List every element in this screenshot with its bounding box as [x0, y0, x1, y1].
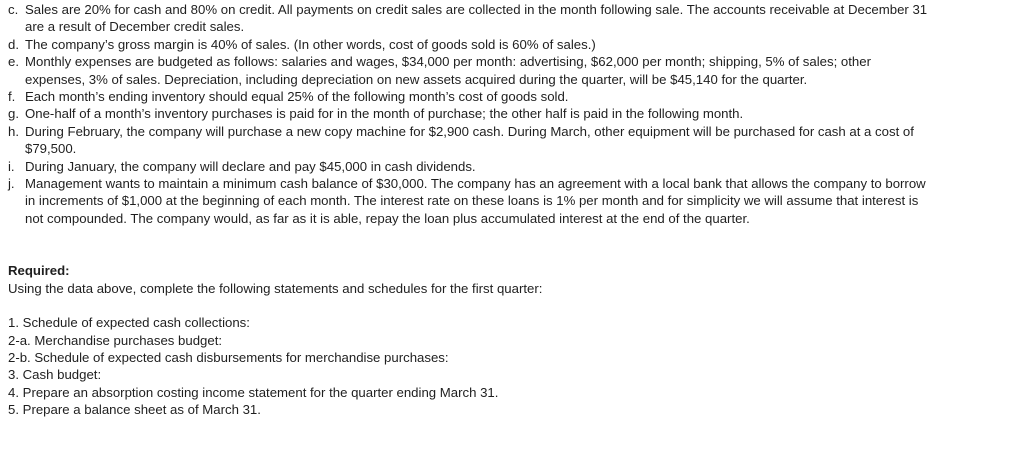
assumption-item-f — [8, 88, 1018, 105]
assumption-letter: c. — [8, 2, 19, 17]
required-intro: Using the data above, complete the following statements and schedules for the first quarter: — [8, 280, 543, 296]
assumption-text: Management wants to maintain a minimum cash balance of $30,000. The company has an agreement with a local bank that allows the company to borrow in increments of $1,000 at the beginning of each month. The interest rate on these loans is 1% per month and for simplicity we will assume that interest is not compounded. The company would, as far as it is able, repay the loan plus accumulated interest at the end of the quarter. — [25, 176, 926, 226]
required-item: 5. Prepare a balance sheet as of March 31. — [8, 402, 261, 418]
assumption-text: During February, the company will purchase a new copy machine for $2,900 cash. During March, other equipment will be purchased for cash at a cost of $79,500. — [25, 123, 914, 157]
required-item: 1. Schedule of expected cash collections: — [8, 315, 250, 331]
assumption-text: Sales are 20% for cash and 80% on credit. All payments on credit sales are collected in the month following sale. The accounts receivable at December 31 are a result of December credit sales. — [25, 2, 928, 35]
assumption-letter: e. — [8, 54, 19, 70]
assumption-text: During January, the company will declare and pay $45,000 in cash dividends. — [25, 158, 476, 174]
assumption-letter: d. — [8, 36, 19, 52]
assumption-text: One-half of a month’s inventory purchases is paid for in the month of purchase; the other half is paid in the following month. — [25, 106, 744, 122]
assumption-text: The company’s gross margin is 40% of sales. (In other words, cost of goods sold is 60% of sales.) — [25, 36, 596, 52]
required-heading: Required: — [8, 263, 70, 279]
assumption-item-j — [8, 175, 1018, 227]
required-item: 2-b. Schedule of expected cash disbursements for merchandise purchases: — [8, 349, 449, 365]
section-spacer — [8, 227, 1018, 262]
assumption-item-i — [8, 158, 1018, 175]
required-list — [8, 314, 1018, 418]
assumption-item-c — [8, 1, 1018, 36]
required-item: 2-a. Merchandise purchases budget: — [8, 332, 223, 348]
assumption-letter: j. — [8, 176, 15, 192]
assumption-text: Monthly expenses are budgeted as follows: salaries and wages, $34,000 per month: advertising, $62,000 per month; shipping, 5% of sales; other expenses, 3% of sales. Depreciation, including depreciation on new assets acquired during the quarter, will be $45,140 for the quarter. — [25, 54, 871, 87]
assumption-item-g — [8, 105, 1018, 122]
required-item: 3. Cash budget: — [8, 367, 102, 383]
assumption-item-h — [8, 123, 1018, 158]
assumption-letter: h. — [8, 123, 19, 139]
required-item: 4. Prepare an absorption costing income statement for the quarter ending March 31. — [8, 384, 499, 400]
assumption-letter: f. — [8, 89, 16, 105]
assumption-item-e — [8, 53, 1018, 88]
assumption-letter: i. — [8, 158, 15, 174]
assumption-letter: g. — [8, 106, 19, 122]
section-spacer — [8, 297, 1018, 314]
assumption-text: Each month’s ending inventory should equal 25% of the following month’s cost of goods sold. — [25, 89, 569, 105]
problem-document — [8, 1, 1018, 419]
assumption-item-d — [8, 36, 1018, 53]
